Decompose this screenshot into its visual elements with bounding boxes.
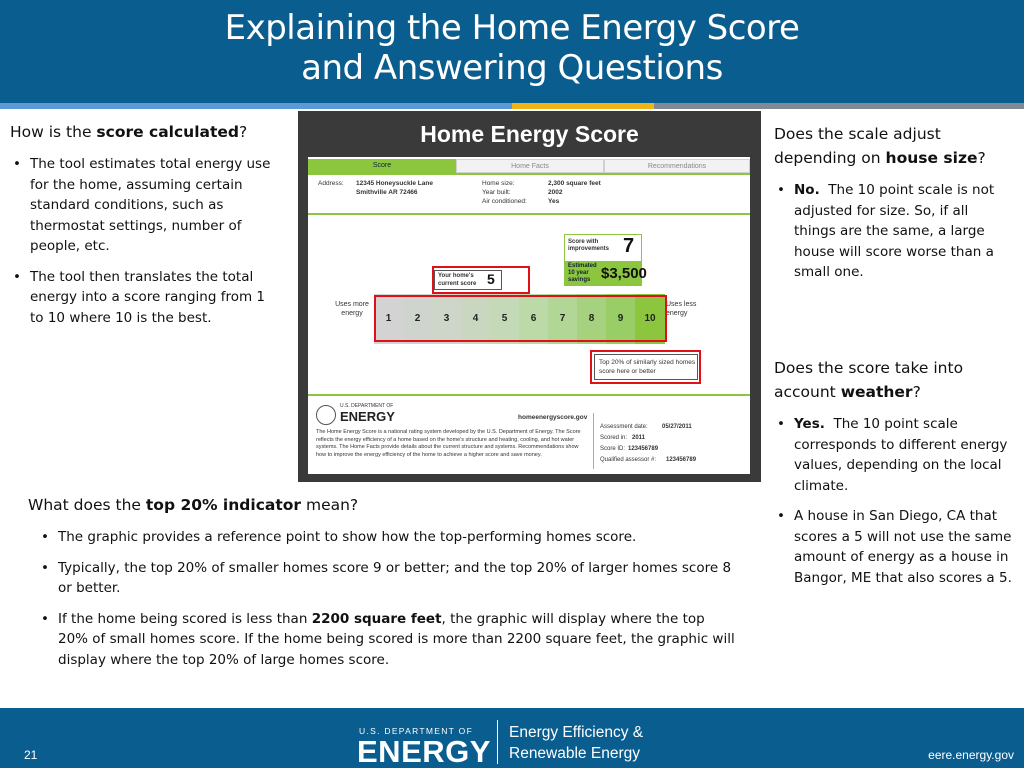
address-label: Address:: [318, 180, 344, 187]
bullet-item: • The graphic provides a reference point to show how the top-performing homes score.: [38, 527, 738, 548]
bullet-item: • No. The 10 point scale is not adjusted for size. So, if all things are the same, a large house will score worse than a small one.: [774, 180, 1014, 283]
footer-bar: [0, 708, 1024, 768]
label-tabs: [308, 159, 750, 173]
scale-cell: 7: [548, 294, 577, 344]
scale-cell: 3: [432, 294, 461, 344]
uses-more-label: Uses more energy: [335, 301, 369, 317]
highlight-top20: [590, 350, 701, 384]
weather-bullets: [774, 414, 1014, 588]
title-line-2: and Answering Questions: [301, 48, 723, 88]
doe-energy-wordmark: ENERGY: [340, 409, 395, 424]
score-calculated-section: [10, 120, 280, 328]
label-title: Home Energy Score: [420, 121, 639, 147]
bullet-item: • A house in San Diego, CA that scores a 5 will not use the same amount of energy as a house in Bangor, ME that also scores a 5.: [774, 506, 1014, 588]
page-number: 21: [24, 748, 38, 762]
scale-cell: 5: [490, 294, 519, 344]
fact-value: 2002: [548, 189, 563, 196]
address-line-2: Smithville AR 72466: [356, 189, 418, 196]
savings-value: $3,500: [601, 265, 647, 282]
score-calculated-question: How is the score calculated?: [10, 123, 248, 141]
bullet-item: • The tool then translates the total energy into a score ranging from 1 to 10 where 10 is the best.: [10, 267, 280, 329]
score-calculated-bullets: [10, 154, 280, 328]
label-website: homeenergyscore.gov: [518, 414, 588, 421]
meta-value: 05/27/2011: [662, 424, 692, 430]
home-energy-score-label: [298, 111, 761, 482]
fact-label: Air conditioned:: [482, 198, 527, 205]
fact-value: Yes: [548, 198, 560, 205]
meta-label: Scored in:: [600, 435, 628, 441]
highlight-current-score: [432, 266, 530, 294]
footer-eere-text: [509, 722, 643, 764]
current-label: Your home's current score: [438, 273, 477, 287]
address-line-1: 12345 Honeysuckle Lane: [356, 180, 433, 187]
scale-cell: 9: [606, 294, 635, 344]
label-vertical-divider: [593, 413, 594, 469]
scale-cell: 6: [519, 294, 548, 344]
savings-label: Estimated 10 year savings: [568, 263, 597, 283]
title-line-1: Explaining the Home Energy Score: [224, 8, 800, 48]
label-card: [308, 157, 750, 474]
doe-dept-small: U.S. DEPARTMENT OF: [340, 403, 394, 409]
scale-cell: 1: [374, 294, 403, 344]
stripe-gray: [654, 103, 1024, 109]
footer-dept-text: U.S. DEPARTMENT OF: [359, 726, 474, 736]
highlight-scale: [374, 295, 667, 342]
weather-question: Does the score take into account weather?: [774, 359, 964, 401]
bullet-item: • The tool estimates total energy use for the home, assuming certain standard conditions, such as thermostat settings, number of people, etc.: [10, 154, 280, 257]
top20-section: [28, 493, 738, 670]
improve-score: 7: [623, 235, 635, 257]
scale-cell: 4: [461, 294, 490, 344]
stripe-gold: [512, 103, 654, 109]
meta-value: 123456789: [666, 457, 697, 463]
bullet-item: • Typically, the top 20% of smaller homes score 9 or better; and the top 20% of larger homes score 8 or better.: [38, 558, 738, 599]
slide-title: [0, 8, 1024, 88]
meta-label: Score ID:: [600, 446, 626, 452]
uses-less-label: Uses less energy: [666, 301, 697, 317]
fact-label: Home size:: [482, 180, 515, 187]
meta-label: Qualified assessor #:: [600, 457, 657, 463]
label-divider: [308, 213, 750, 215]
top20-bullets: [38, 527, 738, 670]
house-size-section: [774, 122, 1014, 283]
bullet-item: • If the home being scored is less than 2200 square feet, the graphic will display where the top 20% of small homes score. If the home being scored is more than 2200 square feet, the graphic will display where the top 20% of large homes score.: [38, 609, 738, 671]
top20-question: What does the top 20% indicator mean?: [28, 496, 359, 514]
meta-value: 123456789: [628, 446, 659, 452]
label-divider: [308, 394, 750, 396]
house-size-question: Does the scale adjust depending on house size?: [774, 125, 986, 167]
fact-label: Year built:: [482, 189, 511, 196]
meta-label: Assessment date:: [600, 424, 648, 430]
label-divider: [308, 173, 750, 175]
label-description: The Home Energy Score is a national rating system developed by the U.S. Department of Energy. The Score reflects the energy efficiency of a home based on the home's structure and heating, cooling, and hot water systems. The Home Facts provide details about the current structure and systems. Recommendations show how to improve the energy efficiency of the home to achieve a higher score and save money.: [316, 429, 581, 458]
eere-line-2: Renewable Energy: [509, 745, 640, 762]
footer-divider: [497, 720, 498, 764]
fact-value: 2,300 square feet: [548, 180, 601, 187]
scale-cell: 8: [577, 294, 606, 344]
tab-score: Score: [308, 159, 456, 173]
savings-box: [565, 261, 647, 286]
current-score: 5: [487, 271, 495, 287]
house-size-bullets: [774, 180, 1014, 283]
footer-energy-wordmark: ENERGY: [357, 734, 491, 768]
improve-label: Score with improvements: [568, 239, 610, 252]
top20-text: Top 20% of similarly sized homes score here or better: [599, 359, 696, 375]
scale-cell: 10: [635, 294, 665, 344]
weather-section: [774, 356, 1014, 588]
header-bar: [0, 0, 1024, 103]
doe-seal-icon: [316, 405, 336, 425]
improvements-callout: [564, 234, 647, 286]
scale-cell: 2: [403, 294, 432, 344]
tab-recommendations: Recommendations: [604, 159, 750, 173]
footer-url[interactable]: eere.energy.gov: [928, 748, 1014, 762]
bullet-item: • Yes. The 10 point scale corresponds to different energy values, depending on the local climate.: [774, 414, 1014, 496]
eere-line-1: Energy Efficiency &: [509, 724, 644, 741]
tab-home-facts: Home Facts: [456, 159, 604, 173]
meta-value: 2011: [632, 435, 646, 441]
stripe-blue: [0, 103, 512, 109]
